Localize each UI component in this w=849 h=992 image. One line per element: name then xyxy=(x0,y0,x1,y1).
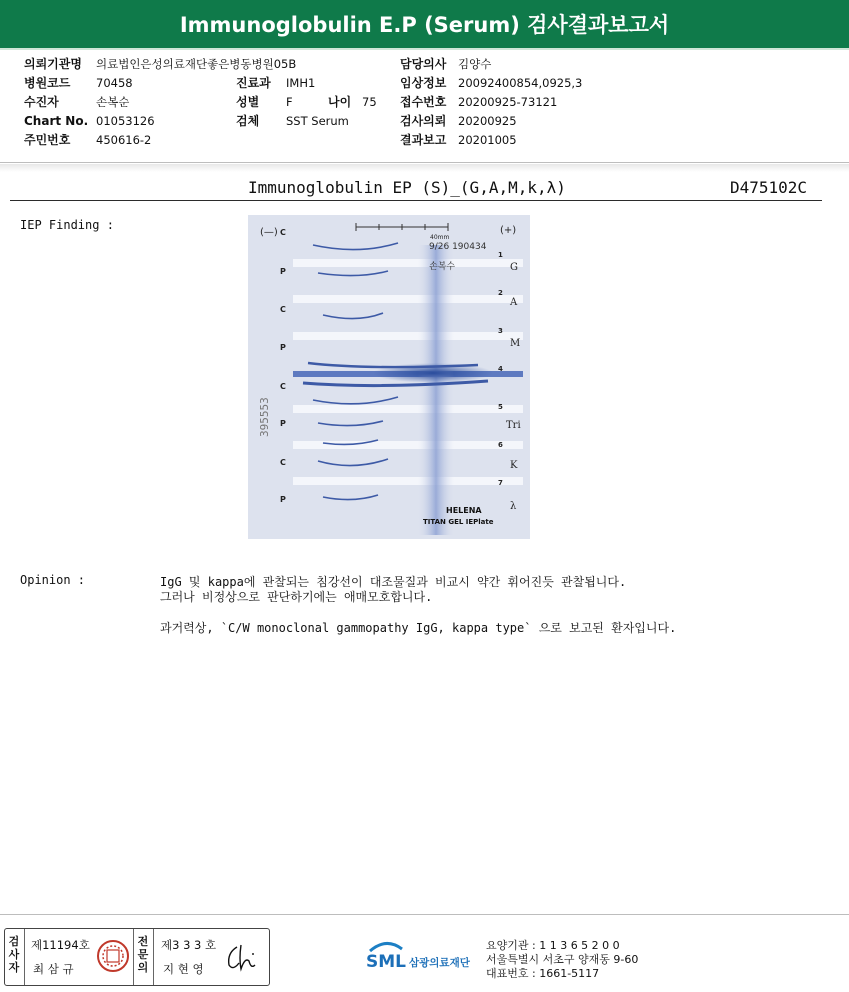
sml-logo-text: SML xyxy=(366,952,406,972)
sml-logo xyxy=(366,937,476,981)
gel-date-id: 9/26 190434 xyxy=(429,242,487,252)
signature-box xyxy=(4,928,270,986)
opinion-line-1: IgG 및 kappa에 관찰되는 침강선이 대조물질과 비교시 약간 휘어진듯 관찰됩니다. xyxy=(160,575,627,589)
header-shadow xyxy=(0,164,849,172)
gel-row-label: P xyxy=(280,495,286,504)
gel-lane-number: 7 xyxy=(498,479,503,487)
gel-lane-number: 5 xyxy=(498,403,503,411)
info-col3 xyxy=(400,56,582,149)
gel-row-label: P xyxy=(280,267,286,276)
gel-row-label: C xyxy=(280,228,286,237)
sig-divider xyxy=(24,929,25,985)
electrophoresis-gel-image xyxy=(248,215,530,539)
header-separator xyxy=(0,162,849,163)
report-title-bar xyxy=(0,0,849,48)
footer-separator xyxy=(0,914,849,915)
gel-brand-helena: HELENA xyxy=(446,506,482,515)
footer-address: 서울특별시 서초구 양재동 9-60 xyxy=(486,953,639,966)
examiner-seal-icon xyxy=(96,939,130,973)
title-underline xyxy=(0,48,849,50)
gel-protein-smear xyxy=(418,245,454,535)
gel-row-label: P xyxy=(280,343,286,352)
specialist-signature-icon xyxy=(223,939,263,975)
info-row-department: 진료과 IMH1 xyxy=(236,76,316,90)
sig-divider xyxy=(153,929,154,985)
gel-side-number: 395553 xyxy=(258,397,271,437)
info-row-resident-no: 주민번호 450616-2 xyxy=(24,133,152,147)
info-row-hospital-code: 병원코드 70458 xyxy=(24,76,133,90)
specialist-number: 제3 3 3 호 xyxy=(161,938,217,952)
info-row-doctor: 담당의사 김양수 xyxy=(400,57,492,71)
gel-scale-label: 40mm xyxy=(430,234,450,241)
gel-lane-number: 3 xyxy=(498,327,503,335)
gel-brand-plate: TITAN GEL IEPlate xyxy=(423,518,494,526)
gel-patient-name: 손복수 xyxy=(429,262,456,272)
info-col2 xyxy=(236,75,377,130)
gel-row-label: C xyxy=(280,458,286,467)
footer-phone: 대표번호 : 1661-5117 xyxy=(486,967,600,980)
gel-antiserum-label: λ xyxy=(510,501,517,512)
opinion-line-3: 과거력상, `C/W monoclonal gammopathy IgG, kappa type` 으로 보고된 환자입니다. xyxy=(160,621,677,635)
gel-plus-label: (+) xyxy=(500,225,517,236)
gel-lane-number: 2 xyxy=(498,289,503,297)
report-test-title: Immunoglobulin EP (S)_(G,A,M,k,λ) xyxy=(248,178,566,197)
info-row-sex: 성별 F 나이 75 xyxy=(236,95,377,109)
gel-lane-number: 1 xyxy=(498,251,503,259)
report-title-rule xyxy=(10,200,822,201)
gel-row-label: C xyxy=(280,382,286,391)
gel-lane-number: 4 xyxy=(498,365,503,373)
info-row-specimen: 검체 SST Serum xyxy=(236,114,349,128)
examiner-vertical-label: 검사자 xyxy=(8,935,20,974)
gel-row-label: P xyxy=(280,419,286,428)
info-row-receipt-no: 접수번호 20200925-73121 xyxy=(400,95,558,109)
specialist-vertical-label: 전문의 xyxy=(137,935,149,974)
gel-lane-number: 6 xyxy=(498,441,503,449)
examiner-name: 최 삼 규 xyxy=(33,962,74,976)
info-row-report-date: 결과보고 20201005 xyxy=(400,133,517,147)
page-title: Immunoglobulin E.P (Serum) 검사결과보고서 xyxy=(179,13,670,37)
gel-antiserum-label: M xyxy=(510,338,521,349)
examiner-number: 제11194호 xyxy=(31,938,90,952)
specialist-name: 지 현 영 xyxy=(163,962,204,976)
opinion-line-2: 그러나 비정상으로 판단하기에는 애매모호합니다. xyxy=(160,590,433,604)
info-row-clinical: 임상정보 20092400854,0925,3 xyxy=(400,76,583,90)
sml-logo-icon xyxy=(366,937,476,977)
opinion-label: Opinion : xyxy=(20,573,86,587)
info-row-institution: 의뢰기관명 의료법인은성의료재단좋은병동병원05B xyxy=(24,57,297,71)
footer-institution-code: 요양기관 : 1 1 3 6 5 2 0 0 xyxy=(486,939,620,952)
info-row-chart-no: Chart No. 01053126 xyxy=(24,114,155,128)
info-row-request-date: 검사의뢰 20200925 xyxy=(400,114,517,128)
gel-antiserum-label: K xyxy=(510,460,518,471)
report-test-code: D475102C xyxy=(730,178,808,197)
sig-divider xyxy=(133,929,134,985)
iep-finding-label: IEP Finding : xyxy=(20,218,114,232)
sml-org-name: 삼광의료재단 xyxy=(409,957,470,969)
gel-antiserum-label: G xyxy=(510,262,518,273)
gel-minus-label: (—) xyxy=(260,227,278,238)
gel-row-label: C xyxy=(280,305,286,314)
gel-antiserum-label: Tri xyxy=(506,420,521,431)
gel-antiserum-label: A xyxy=(510,297,518,308)
info-row-patient: 수진자 손복순 xyxy=(24,95,130,109)
gel-svg xyxy=(248,215,530,539)
